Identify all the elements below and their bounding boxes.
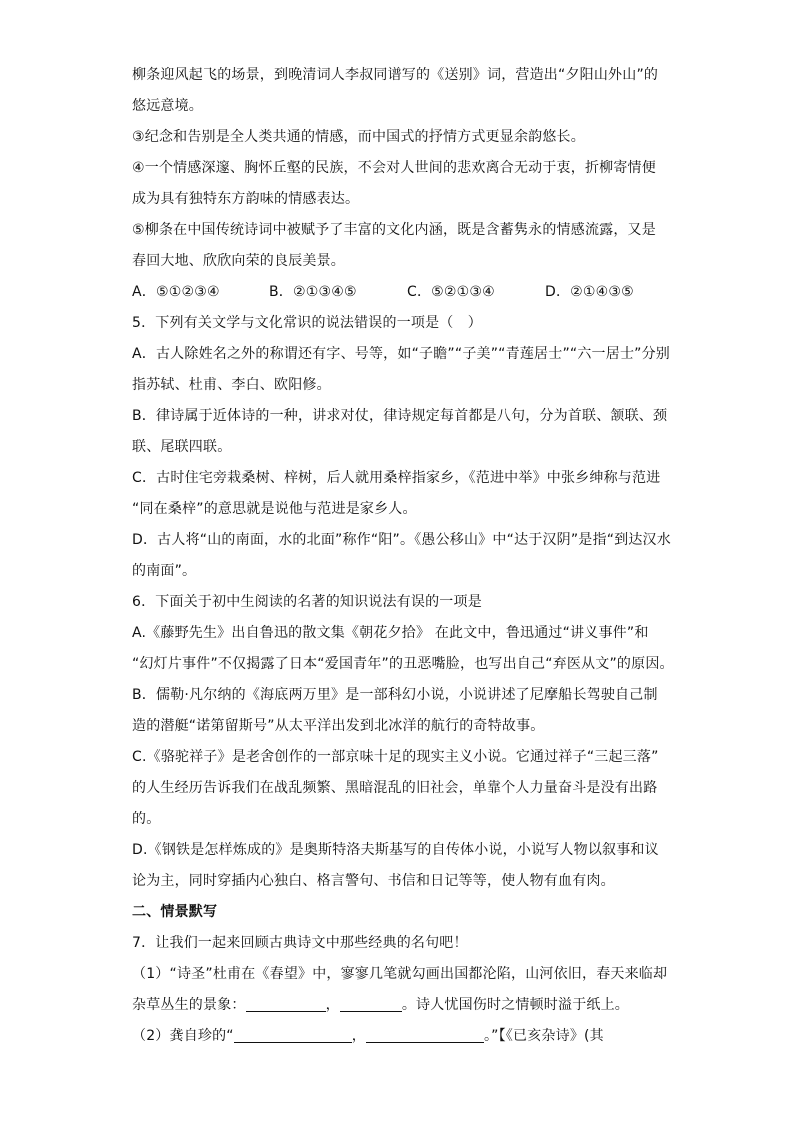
q4-option-b: B．②①③④⑤ [269,284,357,300]
q5-stem: 5．下列有关文学与文化常识的说法错误的一项是（ ） [132,315,482,331]
sentence-3: ③纪念和告别是全人类共通的情感，而中国式的抒情方式更显余韵悠长。 [132,129,585,145]
answer-blank-1[interactable] [246,995,326,1012]
q7-part-1-line-2 [132,990,662,1021]
answer-blank-4[interactable] [366,1026,484,1043]
q7-part-2-line [132,1021,662,1052]
q5-option-d-line-1: D．古人将“山的南面，水的北面”称作“阳”。《愚公移山》中“达于汉阴”是指“到达汉水 [132,532,671,548]
q7-part-1-lead: 杂草丛生的景象： [132,997,246,1013]
q7-part-2-sep: ， [351,1028,366,1044]
sentence-5-line-2: 春回大地、欣欣向荣的良辰美景。 [132,253,345,269]
sentence-4-line-2: 成为具有独特东方韵味的情感表达。 [132,191,360,207]
q6-option-c-line-2: 的人生经历告诉我们在战乱频繁、黑暗混乱的旧社会，单靠个人力量奋斗是没有出路 [132,780,658,796]
q7-part-1-tail: 。诗人忧国伤时之情顿时溢于纸上。 [401,997,630,1013]
answer-blank-3[interactable] [234,1026,352,1043]
q5-option-b-line-1: B．律诗属于近体诗的一种，讲求对仗，律诗规定每首都是八句，分为首联、颔联、颈 [132,408,668,424]
q7-part-2-tail: 。”【《已亥杂诗》(其 [483,1028,604,1044]
q6-option-b-line-2: 造的潜艇“诺第留斯号”从太平洋出发到北冰洋的航行的奇特故事。 [132,718,545,734]
q6-option-a-line-2: “幻灯片事件”不仅揭露了日本“爱国青年”的丑恶嘴脸，也写出自己“弃医从文”的原因。 [132,656,674,672]
q4-option-a: A．⑤①②③④ [132,284,220,300]
q7-part-1-line-1: （1）“诗圣”杜甫在《春望》中，寥寥几笔就勾画出国都沦陷，山河依旧，春天来临却 [132,966,668,982]
answer-blank-2[interactable] [340,995,402,1012]
q5-option-a-line-2: 指苏轼、杜甫、李白、欧阳修。 [132,377,331,393]
q6-option-b-line-1: B．儒勒·凡尔纳的《海底两万里》是一部科幻小说，小说讲述了尼摩船长驾驶自己制 [132,687,658,703]
q7-part-2-lead: （2）龚自珍的“ [132,1028,234,1044]
q5-option-d-line-2: 的南面”。 [132,563,197,579]
document-page [132,60,674,1052]
q6-option-c-line-1: C.《骆驼祥子》是老舍创作的一部京味十足的现实主义小说。它通过祥子“三起三落” [132,749,659,765]
q6-option-d-line-2: 论为主，同时穿插内心独白、格言警句、书信和日记等等，使人物有血有肉。 [132,873,615,889]
section-heading: 二、情景默写 [132,904,218,920]
intro-line-1: 柳条迎风起飞的场景，到晚清词人李叔同谱写的《送别》词，营造出“夕阳山外山”的 [132,67,659,83]
q4-option-c: C．⑤②①③④ [407,284,495,300]
q6-stem: 6．下面关于初中生阅读的名著的知识说法有误的一项是 [132,594,482,610]
q4-options [132,277,662,308]
q6-option-d-line-1: D.《钢铁是怎样炼成的》是奥斯特洛夫斯基写的自传体小说，小说写人物以叙事和议 [132,842,659,858]
intro-line-2: 悠远意境。 [132,98,203,114]
q7-part-1-sep: ， [325,997,340,1013]
q6-option-a-line-1: A.《藤野先生》出自鲁迅的散文集《朝花夕拾》 在此文中，鲁迅通过“讲义事件”和 [132,625,649,641]
q5-option-a-line-1: A．古人除姓名之外的称谓还有字、号等，如“子瞻”“子美”“青莲居士”“六一居士”分别 [132,346,670,362]
q7-stem: 7．让我们一起来回顾古典诗文中那些经典的名句吧！ [132,935,468,951]
q4-option-d: D．②①④③⑤ [545,284,634,300]
q6-option-c-line-3: 的。 [132,811,161,827]
sentence-4-line-1: ④一个情感深邃、胸怀丘壑的民族，不会对人世间的悲欢离合无动于衷，折柳寄情便 [132,160,656,176]
sentence-5-line-1: ⑤柳条在中国传统诗词中被赋予了丰富的文化内涵，既是含蓄隽永的情感流露，又是 [132,222,656,238]
q5-option-c-line-1: C．古时住宅旁栽桑树、梓树，后人就用桑梓指家乡，《范进中举》中张乡绅称与范进 [132,470,661,486]
q5-option-b-line-2: 联、尾联四联。 [132,439,232,455]
q5-option-c-line-2: “同在桑梓”的意思就是说他与范进是家乡人。 [132,501,417,517]
